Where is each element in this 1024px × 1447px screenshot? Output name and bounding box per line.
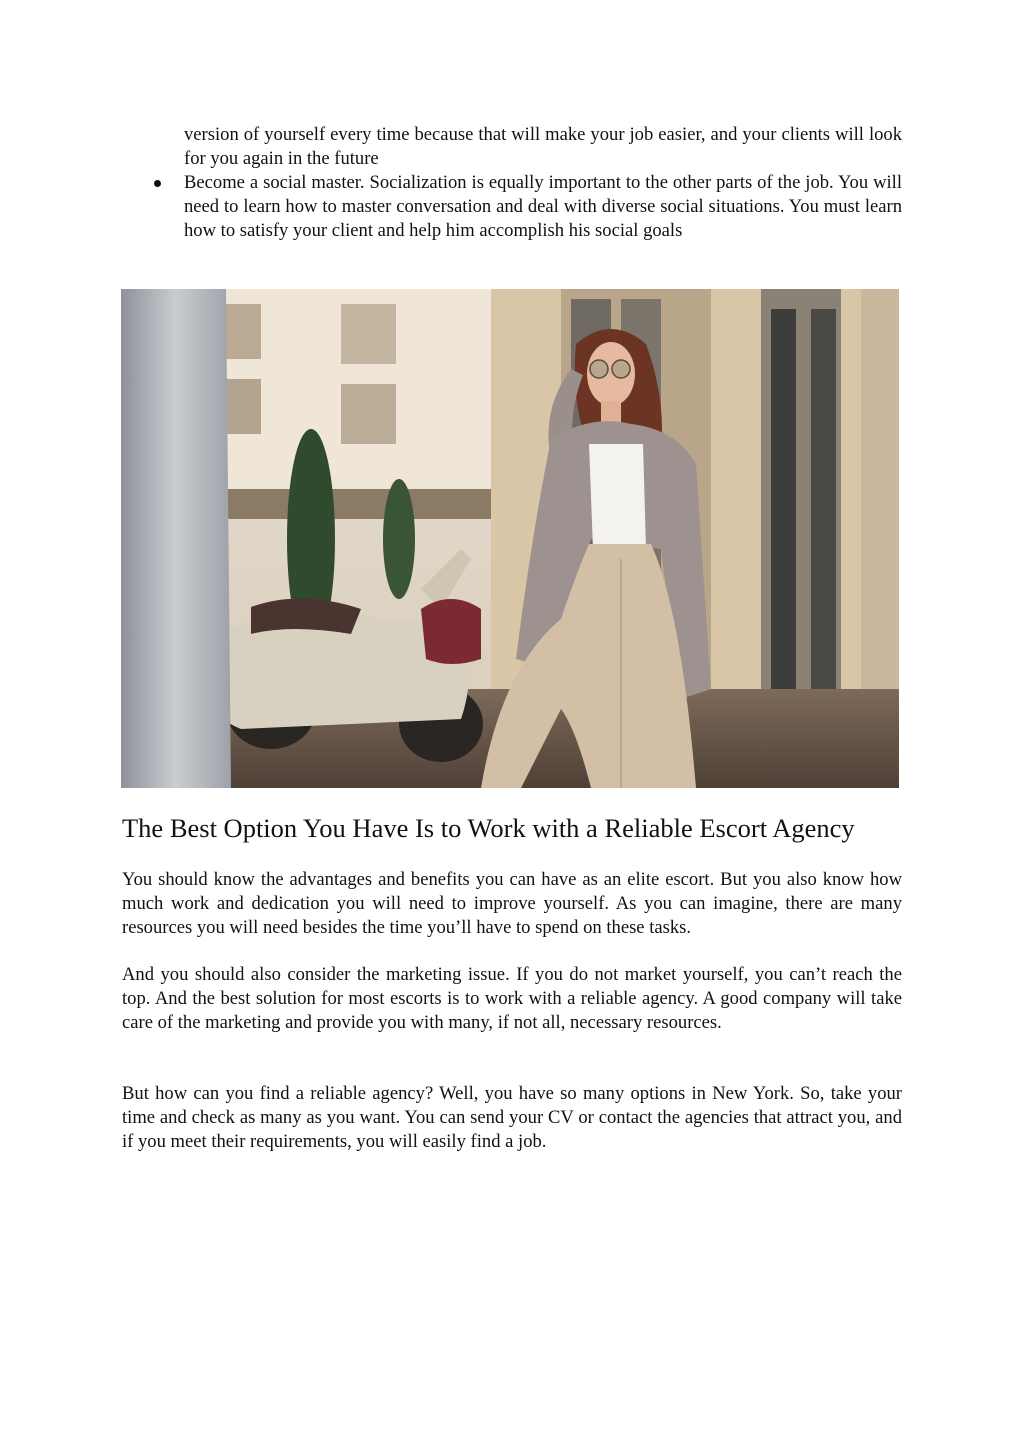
woman-street-photo: [121, 289, 899, 788]
paragraph-find-agency: But how can you find a reliable agency? Well, you have so many options in New York. So, take your time and check as many as you want. You can send your CV or contact the agencies that attract you, and if you meet their requirements, you will easily find a job.: [122, 1083, 902, 1152]
paragraph-marketing: And you should also consider the marketing issue. If you do not market yourself, you can’t reach the top. And the best solution for most escorts is to work with a reliable agency. A good company will take care of the marketing and provide you with many, if not all, necessary resources.: [122, 964, 902, 1033]
bullet-list: [184, 171, 902, 243]
section-heading: The Best Option You Have Is to Work with a Reliable Escort Agency: [122, 813, 855, 843]
paragraph-advantages: You should know the advantages and benefits you can have as an elite escort. But you also know how much work and dedication you will need to improve yourself. As you can imagine, there are many resources you will need besides the time you’ll have to spend on these tasks.: [122, 869, 902, 938]
bullet-continuation-text: version of yourself every time because that will make your job easier, and your clients will look for you again in the future: [184, 124, 902, 169]
bullet-text: Become a social master. Socialization is equally important to the other parts of the job. You will need to learn how to master conversation and deal with diverse social situations. You must learn how to satisfy your client and help him accomplish his social goals: [184, 172, 902, 241]
bullet-icon: [154, 180, 161, 187]
list-item: [184, 171, 902, 243]
